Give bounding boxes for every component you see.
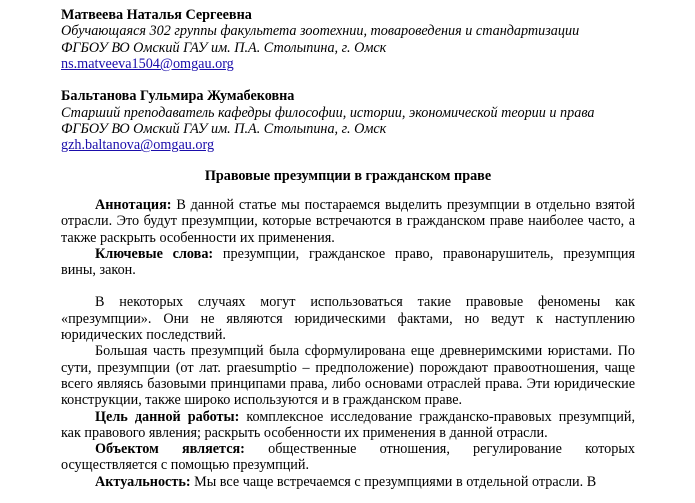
spacer [61,72,635,88]
paper-page [61,7,635,490]
object-paragraph [61,441,635,474]
spacer [61,278,635,294]
keywords-label: Ключевые слова: [95,245,214,262]
article-title: Правовые презумпции в гражданском праве [204,167,492,184]
body-paragraph: В некоторых случаях могут использоваться такие правовые феномены как «презумпции». Они не являются юридическими фактами, но ведут к наступлению юридических последствий. [61,294,635,344]
author-position: Старший преподаватель кафедры философии, истории, экономической теории и права [61,104,595,121]
relevance-label: Актуальность: [95,473,191,490]
object-text: общественные отношения, регулирование которых осуществляется с помощью презумпций. [61,441,635,474]
goal-paragraph [61,409,635,442]
relevance-text: Мы все чаще встречаемся с презумпциями в отдельной отрасли. В [190,473,597,490]
author-email-link[interactable]: ns.matveeva1504@omgau.org [61,55,234,72]
goal-label: Цель данной работы: [95,408,240,425]
author-name: Бальтанова Гульмира Жумабековна [61,88,295,105]
annotation-paragraph [61,197,635,246]
keywords-text: презумпции, гражданское право, правонарушитель, презумпция вины, закон. [61,245,635,279]
author-position: Обучающаяся 302 группы факультета зоотехнии, товароведения и стандартизации [61,23,580,40]
object-label: Объектом является: [95,441,245,458]
author-name: Матвеева Наталья Сергеевна [61,7,252,23]
annotation-label: Аннотация: [95,196,172,213]
author-affiliation: ФГБОУ ВО Омский ГАУ им. П.А. Столыпина, г. Омск [61,121,387,138]
body-paragraph: Большая часть презумпций была сформулирована еще древнеримскими юристами. По сути, презумпции (от лат. praesumptio – предположение) порождают правоотношения, чаще всего являясь базовыми принципами права, либо основами отраслей права. Эти юридические конструкции, также широко используются и в гражданском праве. [61,343,635,409]
author-email-link[interactable]: gzh.baltanova@omgau.org [61,137,215,154]
author-block-1 [61,7,635,72]
keywords-paragraph [61,246,635,279]
author-block-2 [61,88,635,153]
goal-text: комплексное исследование гражданско-правовых презумпций, как правового явления; раскрыть особенности их применения в данной отрасли. [61,408,635,441]
relevance-paragraph [61,474,635,490]
author-affiliation: ФГБОУ ВО Омский ГАУ им. П.А. Столыпина, г. Омск [61,39,387,56]
annotation-text: В данной статье мы постараемся выделить презумпции в отдельно взятой отрасли. Это будут презумпции, которые встречаются в гражданском праве наиболее часто, а также раскрыть особенности их применения. [61,196,635,246]
